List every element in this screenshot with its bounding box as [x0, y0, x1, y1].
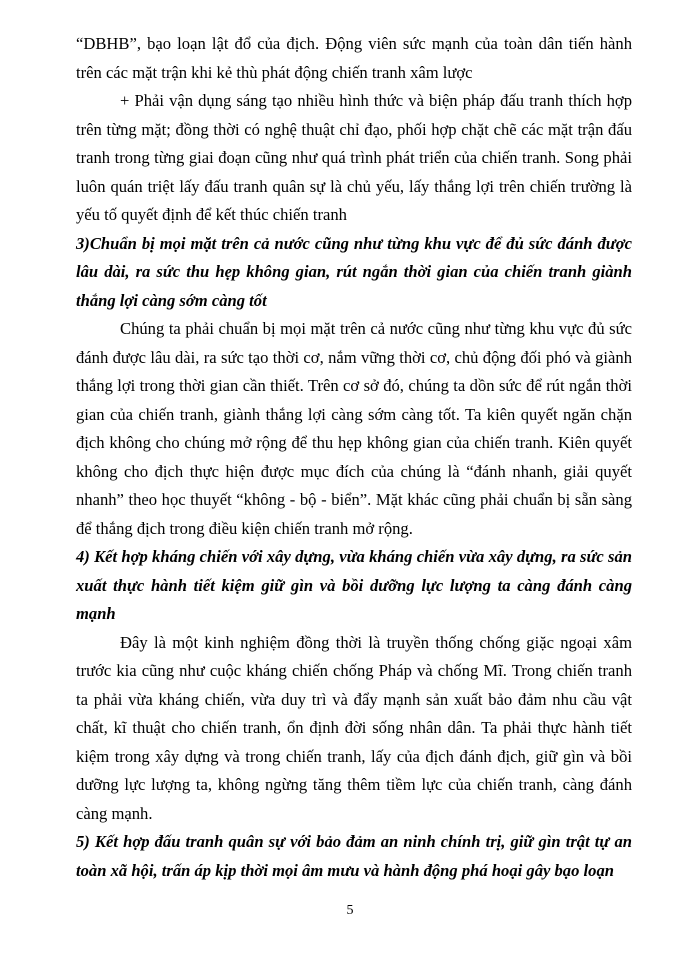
paragraph-dbhb-continuation: “DBHB”, bạo loạn lật đổ của địch. Động viên sức mạnh của toàn dân tiến hành trên các mặt trận khi kẻ thù phát động chiến tranh xâm lược: [76, 34, 632, 82]
page-number: 5: [346, 903, 354, 918]
document-body: [76, 30, 632, 885]
section-heading-4: 4) Kết hợp kháng chiến với xây dựng, vừa kháng chiến vừa xây dựng, ra sức sản xuất thực hành tiết kiệm giữ gìn và bồi dưỡng lực lượng ta càng đánh càng mạnh: [76, 547, 632, 623]
section-heading-3: 3)Chuẩn bị mọi mặt trên cả nước cũng như từng khu vực để đủ sức đánh được lâu dài, ra sức thu hẹp không gian, rút ngắn thời gian của chiến tranh giành thắng lợi càng sớm càng tốt: [76, 233, 632, 310]
paragraph-prepare-all-aspects: Chúng ta phải chuẩn bị mọi mặt trên cả nước cũng như từng khu vực đủ sức đánh được lâu dài, ra sức tạo thời cơ, nắm vững thời cơ, chủ động đối phó và giành thắng lợi trong thời gian cần thiết. Trên cơ sở đó, chúng ta dồn sức để rút ngắn thời gian của chiến tranh, giành thắng lợi càng sớm càng tốt. Ta kiên quyết ngăn chặn địch không cho chúng mở rộng để thu hẹp không gian của chiến tranh. Kiên quyết không cho địch thực hiện được mục đích của chúng là “đánh nhanh, giải quyết nhanh” theo học thuyết “không - bộ - biển”. Mặt khác cũng phải chuẩn bị sẵn sàng để thắng địch trong điều kiện chiến tranh mở rộng.: [76, 319, 632, 538]
section-heading-5: 5) Kết hợp đấu tranh quân sự với bảo đảm an ninh chính trị, giữ gìn trật tự an toàn xã hội, trấn áp kịp thời mọi âm mưu và hành động phá hoại gây bạo loạn: [76, 832, 632, 880]
paragraph-resistance-and-building: Đây là một kinh nghiệm đồng thời là truyền thống chống giặc ngoại xâm trước kia cũng như cuộc kháng chiến chống Pháp và chống Mĩ. Trong chiến tranh ta phải vừa kháng chiến, vừa duy trì và đẩy mạnh sản xuất bảo đảm nhu cầu vật chất, kĩ thuật cho chiến tranh, ổn định đời sống nhân dân. Ta phải thực hành tiết kiệm trong xây dựng và trong chiến tranh, lấy của địch đánh địch, giữ gìn và bồi dưỡng lực lượng ta, không ngừng tăng thêm tiềm lực của chiến tranh, càng đánh càng mạnh.: [76, 632, 632, 823]
paragraph-struggle-methods: + Phải vận dụng sáng tạo nhiều hình thức và biện pháp đấu tranh thích hợp trên từng mặt; đồng thời có nghệ thuật chỉ đạo, phối hợp chặt chẽ các mặt trận đấu tranh trong từng giai đoạn cũng như quá trình phát triển của chiến tranh. Song phải luôn quán triệt lấy đấu tranh quân sự là chủ yếu, lấy thắng lợi trên chiến trường là yếu tố quyết định để kết thúc chiến tranh: [76, 91, 632, 224]
